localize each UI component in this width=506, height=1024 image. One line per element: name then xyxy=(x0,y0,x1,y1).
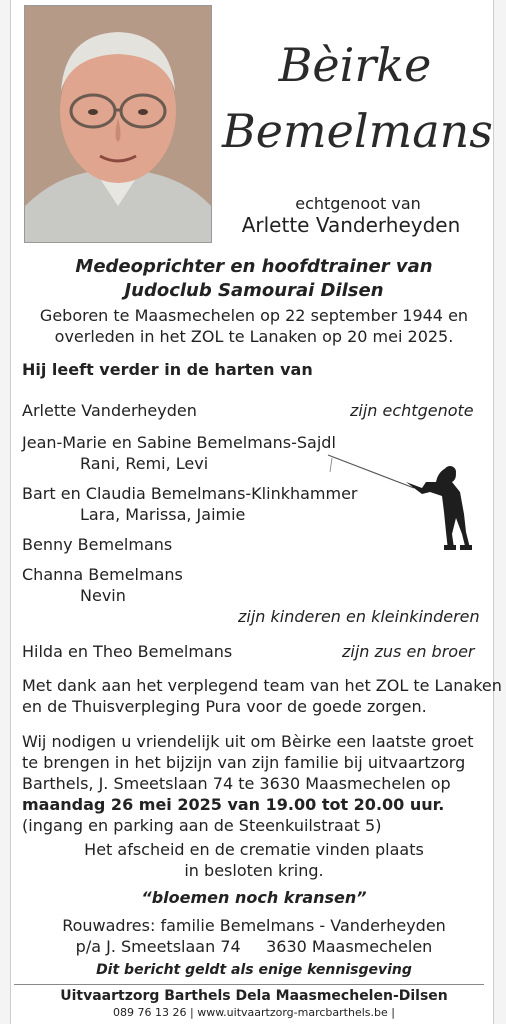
funeral-home-contact: 089 76 13 26 | www.uitvaartzorg-marcbarthels.be | xyxy=(113,1006,395,1019)
thanks-line-2: en de Thuisverpleging Pura voor de goede zorgen. xyxy=(22,697,427,716)
funeral-home-name: Uitvaartzorg Barthels Dela Maasmechelen-Dilsen xyxy=(60,988,448,1004)
role-line-1: Medeoprichter en hoofdtrainer van xyxy=(75,256,433,277)
footer-divider xyxy=(14,984,484,985)
family-spouse: Arlette Vanderheyden xyxy=(22,401,197,420)
deceased-first-name: Bèirke xyxy=(278,38,432,92)
notice-line: Dit bericht geldt als enige kennisgeving xyxy=(96,962,412,978)
invite-line-3: Barthels, J. Smeetslaan 74 te 3630 Maasmechelen op xyxy=(22,774,451,793)
family-spouse-role: zijn echtgenote xyxy=(350,401,474,420)
deceased-last-name: Bemelmans xyxy=(222,104,493,158)
role-line-2: Judoclub Samourai Dilsen xyxy=(124,280,384,301)
family-children-role: zijn kinderen en kleinkinderen xyxy=(238,607,480,626)
farewell-line-2: in besloten kring. xyxy=(184,861,324,880)
invite-entrance-note: (ingang en parking aan de Steenkuilstraat 5) xyxy=(22,816,382,835)
portrait-photo xyxy=(24,5,212,243)
invite-line-2: te brengen in het bijzijn van zijn familie bij uitvaartzorg xyxy=(22,753,466,772)
family-child-1-grandchildren: Rani, Remi, Levi xyxy=(80,454,209,473)
spouse-intro: echtgenoot van xyxy=(295,194,421,213)
lives-on-heading: Hij leeft verder in de harten van xyxy=(22,360,313,379)
fisherman-silhouette-icon xyxy=(326,452,476,556)
thanks-line-1: Met dank aan het verplegend team van het ZOL te Lanaken xyxy=(22,676,502,695)
flowers-note: “bloemen noch kransen” xyxy=(141,888,367,907)
born-line-2: overleden in het ZOL te Lanaken op 20 mei 2025. xyxy=(54,327,454,346)
address-line-2: p/a J. Smeetslaan 74 3630 Maasmechelen xyxy=(75,937,433,956)
spouse-name: Arlette Vanderheyden xyxy=(241,213,461,237)
family-siblings: Hilda en Theo Bemelmans xyxy=(22,642,233,661)
portrait-image xyxy=(25,6,211,242)
family-child-2-grandchildren: Lara, Marissa, Jaimie xyxy=(80,505,246,524)
invite-line-1: Wij nodigen u vriendelijk uit om Bèirke een laatste groet xyxy=(22,732,474,751)
born-line-1: Geboren te Maasmechelen op 22 september 1944 en xyxy=(39,306,469,325)
family-child-4: Channa Bemelmans xyxy=(22,565,183,584)
family-child-1: Jean-Marie en Sabine Bemelmans-Sajdl xyxy=(22,433,336,452)
family-child-3: Benny Bemelmans xyxy=(22,535,173,554)
family-siblings-role: zijn zus en broer xyxy=(342,642,475,661)
invite-date-time: maandag 26 mei 2025 van 19.00 tot 20.00 uur. xyxy=(22,795,445,814)
farewell-line-1: Het afscheid en de crematie vinden plaats xyxy=(84,840,424,859)
family-child-2: Bart en Claudia Bemelmans-Klinkhammer xyxy=(22,484,358,503)
address-line-1: Rouwadres: familie Bemelmans - Vanderheyden xyxy=(62,916,446,935)
family-child-4-grandchildren: Nevin xyxy=(80,586,126,605)
